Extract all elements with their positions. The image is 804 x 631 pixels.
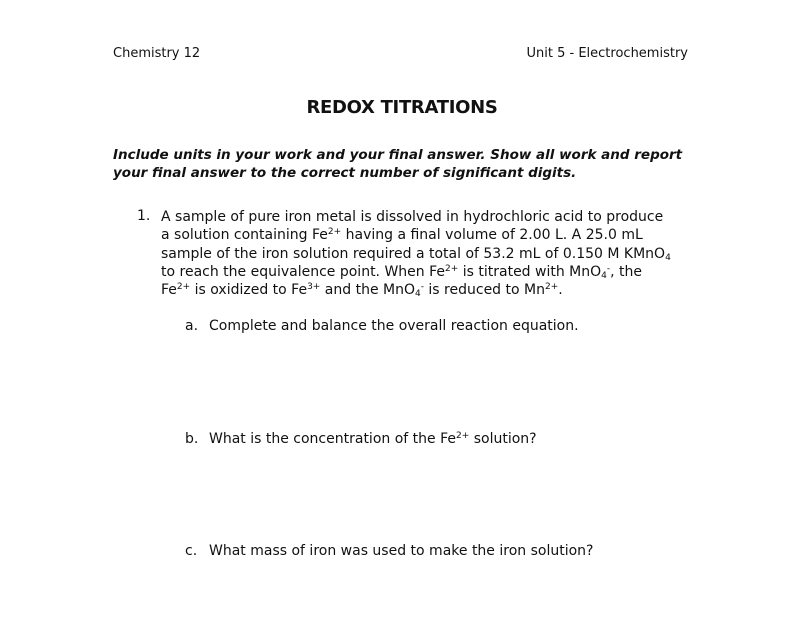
part-c-letter: c. xyxy=(185,543,198,559)
part-a xyxy=(185,318,579,334)
instructions-line-2: your final answer to the correct number of significant digits. xyxy=(113,165,577,181)
part-c xyxy=(185,543,593,559)
question-number: 1. xyxy=(137,208,151,224)
part-c-text: What mass of iron was used to make the iron solution? xyxy=(209,543,594,559)
part-b-text: What is the concentration of the $Fe^{2+}$ solution? xyxy=(209,431,537,447)
question-line-2: a solution containing $Fe^{2+}$ having a final volume of 2.00 L. A 25.0 mL xyxy=(161,227,643,244)
page-title: REDOX TITRATIONS xyxy=(306,97,498,118)
part-a-letter: a. xyxy=(185,318,199,334)
instructions-line-1: Include units in your work and your final answer. Show all work and report xyxy=(113,147,683,163)
question-line-5: $Fe^{2+}$ is oxidized to $Fe^{3+}$ and the MnO$_4$- is reduced to $Mn^{2+}$. xyxy=(161,282,563,300)
course-header: Chemistry 12 xyxy=(113,46,201,61)
part-b xyxy=(185,431,537,447)
unit-header: Unit 5 - Electrochemistry xyxy=(526,46,688,61)
question-1-text xyxy=(161,208,671,299)
question-line-4: to reach the equivalence point. When $Fe^{2+}$ is titrated with MnO$_4$-, the xyxy=(161,263,643,281)
question-line-1: A sample of pure iron metal is dissolved in hydrochloric acid to produce xyxy=(161,209,664,225)
part-b-letter: b. xyxy=(185,431,199,447)
part-a-text: Complete and balance the overall reaction equation. xyxy=(209,318,579,334)
instructions xyxy=(113,146,682,182)
question-line-3: sample of the iron solution required a total of 53.2 mL of 0.150 M KMnO$_4$ xyxy=(161,245,671,263)
